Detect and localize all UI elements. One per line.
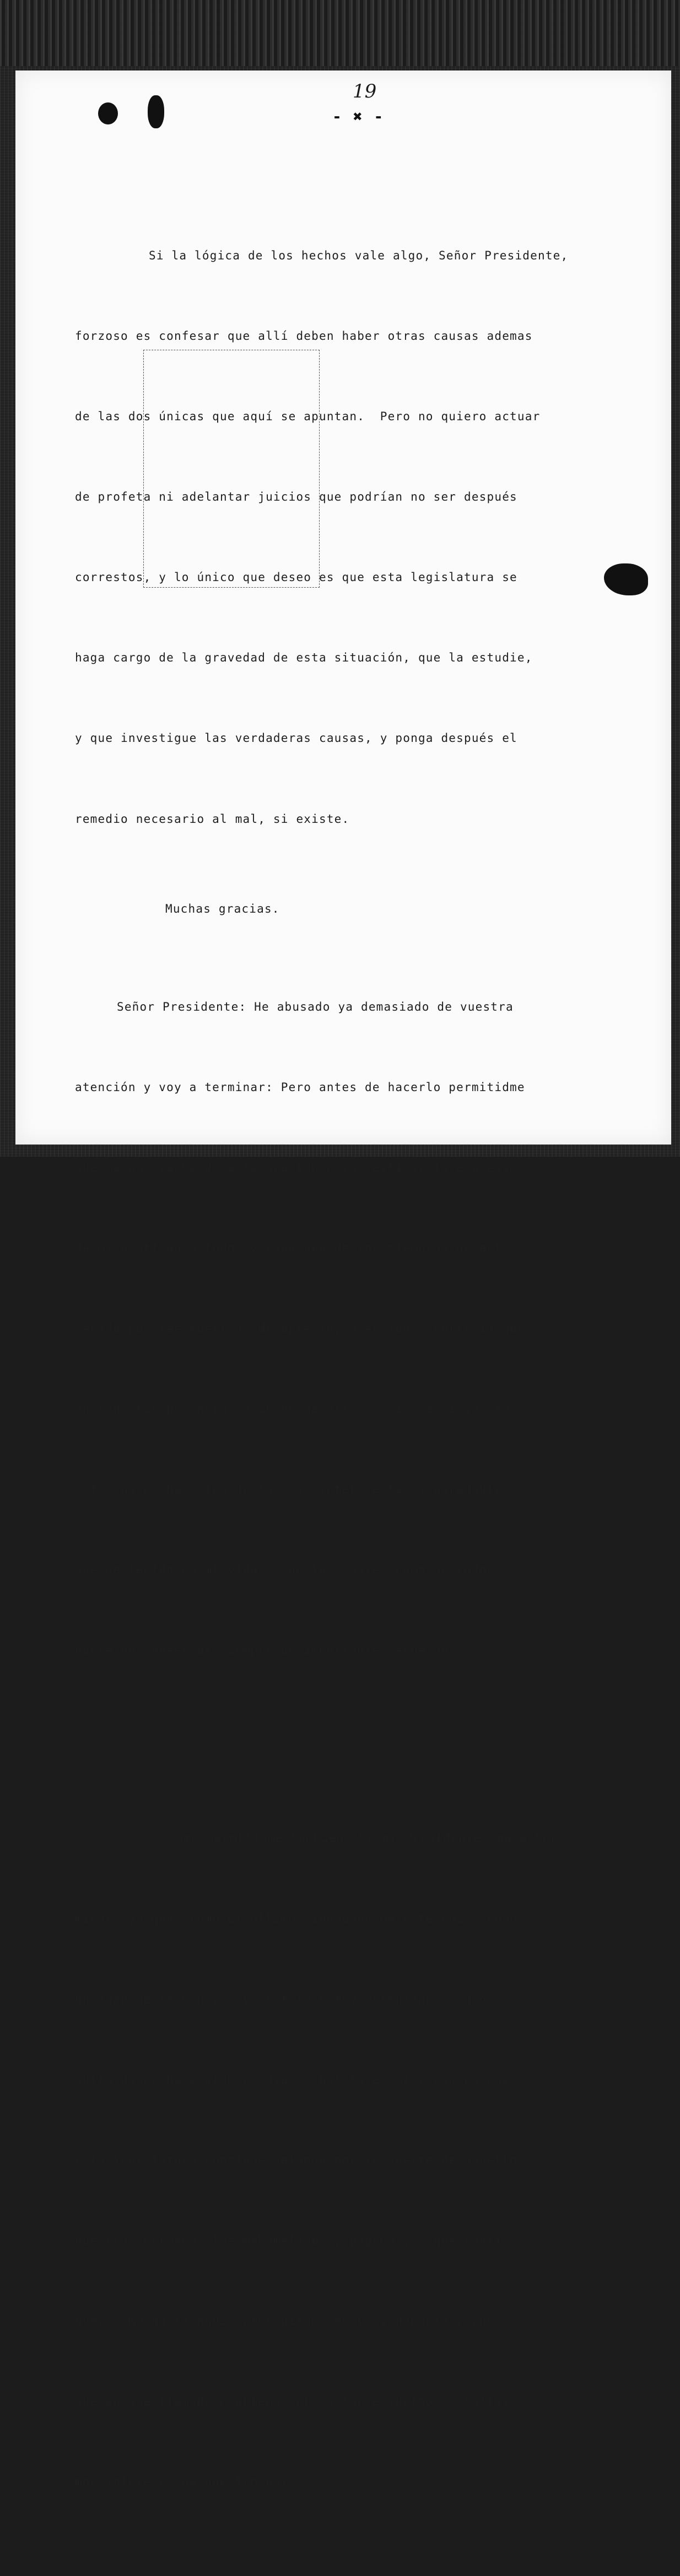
text-line: forzoso es confesar que allí deben haber otras causas ademas xyxy=(75,329,533,343)
closing-line: Muchas gracias. xyxy=(165,902,280,915)
text-line: gullo desde hace algunos días, insista en mi ruego porque xyxy=(75,2073,510,2086)
text-line: que he tenido en mi vida, y de los cuales como de todos xyxy=(75,1563,495,1577)
text-line: mos intereses de nuestro país. xyxy=(75,2475,304,2489)
text-line: esta legislatura continúe velando por la suerte de aquellos xyxy=(75,2153,525,2167)
page-number: 19 xyxy=(353,80,377,102)
text-line: este Cuerpo han sido de los mas interesantes y agradables xyxy=(75,1483,510,1496)
film-edge-strip xyxy=(0,0,680,66)
page-separator-mark: - ✖ - xyxy=(332,107,385,126)
paragraph-2 xyxy=(75,940,617,1717)
text-line: Si la lógica de los hechos vale algo, Señor Presidente, xyxy=(149,248,569,262)
ink-blot-top-left-2 xyxy=(148,95,164,128)
ink-blot-top-left xyxy=(98,102,118,124)
text-line: Como permitidme también, Señor Presidente, para ter- xyxy=(169,1831,565,1845)
text-line: habré de conservar siempre un imborrable recuerdo. xyxy=(75,1644,457,1657)
text-line: de profeta ni adelantar juicios que podrían no ser después xyxy=(75,490,517,504)
document-body xyxy=(75,135,617,2576)
text-line: núe, como hasta aquí, protegiendoles y ayudandoles, pues xyxy=(75,2314,503,2328)
text-line: en todo tiempo había recibido de ellos. Mis servicios en xyxy=(75,1402,510,1416)
text-line: y que investigue las verdaderas causas, y ponga después el xyxy=(75,731,517,745)
text-line: que me aproveche de esta ocasión para reitirar la expresión xyxy=(75,1160,525,1174)
text-line: un Juan de la Cruz, cuyo título estoy ostentando con or- xyxy=(75,1992,503,2006)
text-line: Senado por las muestras de aprecio, atención y cortesia que xyxy=(75,1321,525,1335)
paragraph-1 xyxy=(75,188,617,886)
text-line: que en ese llamado problema moro estan envueltos vitalisi- xyxy=(75,2395,517,2409)
text-line: haga cargo de la gravedad de esta situación, que la estudie, xyxy=(75,651,533,665)
text-line: nuestros hermanos los mahometanos y paganos, y que conti- xyxy=(75,2233,510,2247)
text-line: de mi gratitud a todos y cada uno de los miembros de este xyxy=(75,1241,510,1255)
text-line: de las dos únicas que aquí se apuntan. Pero no quiero actuar xyxy=(75,410,541,424)
text-line: correstos, y lo único que deseo es que esta legislatura se xyxy=(75,571,517,584)
text-line: Señor Presidente: He abusado ya demasiado de vuestra xyxy=(117,1000,514,1013)
text-line: remedio necesario al mal, si existe. xyxy=(75,812,350,826)
paragraph-3 xyxy=(75,1771,617,2549)
text-line: atención y voy a terminar: Pero antes de hacerlo permitidme xyxy=(75,1080,525,1094)
text-line: minar, ya que, como el último ciudadano de este país, como xyxy=(75,1912,517,1926)
